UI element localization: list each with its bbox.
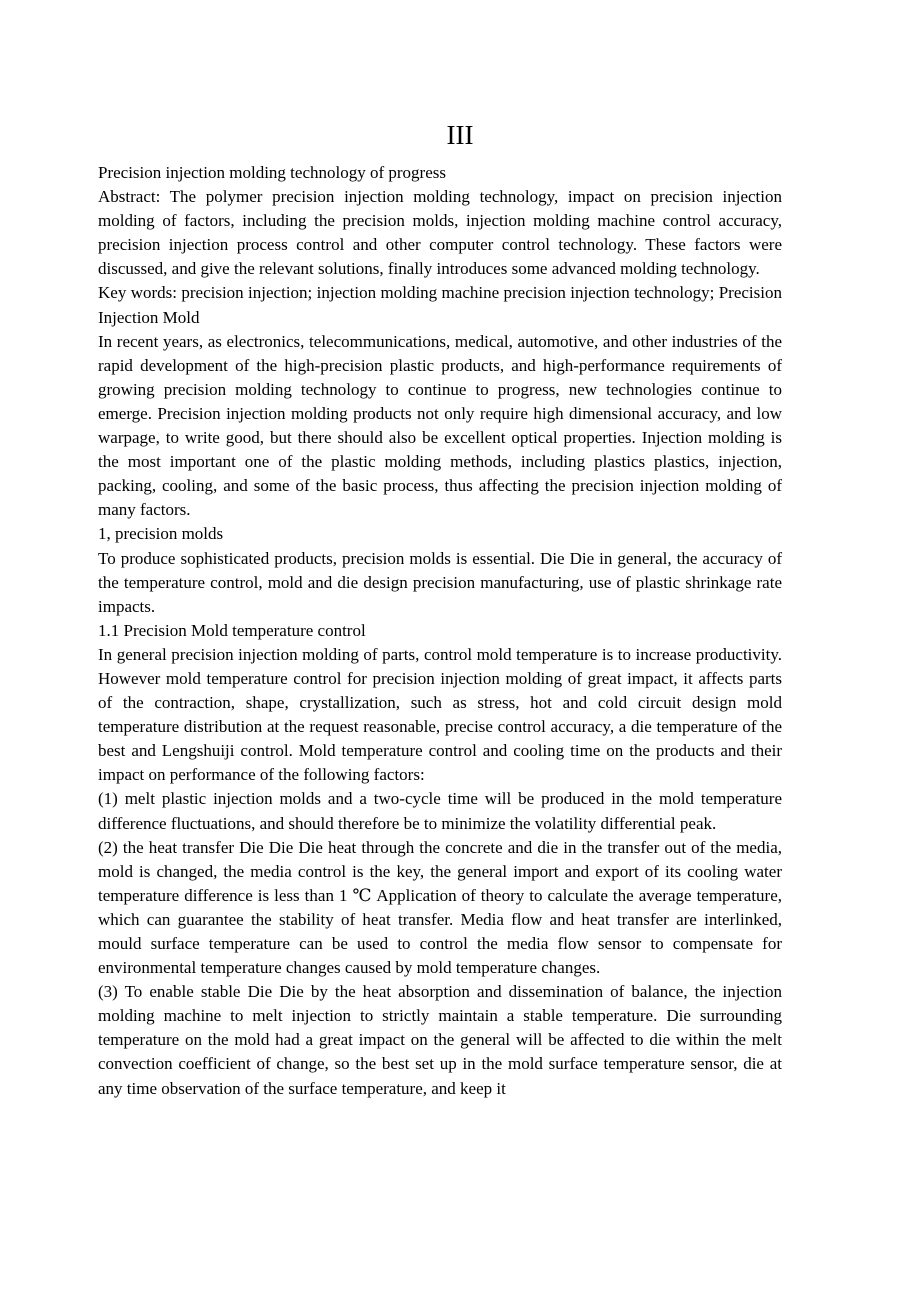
list-item-3: (3) To enable stable Die Die by the heat absorption and dissemination of balance, the injection molding machine to melt injection to strictly maintain a stable temperature. Die surrounding temperature on the mold had a great impact on the general will be affected to die within the melt convection coefficient of change, so the best set up in the mold surface temperature sensor, die at any time observation of the surface temperature, and keep it: [98, 982, 782, 1098]
keywords-paragraph: Key words: precision injection; injection molding machine precision injection technology; Precision Injection Mold: [98, 283, 782, 327]
document-title: Precision injection molding technology of progress: [98, 163, 446, 182]
document-body: [98, 161, 782, 1101]
list-item-1: (1) melt plastic injection molds and a two-cycle time will be produced in the mold temperature difference fluctuations, and should therefore be to minimize the volatility differential peak.: [98, 789, 782, 833]
section-1-heading: 1, precision molds: [98, 524, 224, 544]
page-number: III: [446, 120, 474, 150]
abstract-paragraph: Abstract: The polymer precision injection molding technology, impact on precision injection molding of factors, including the precision molds, injection molding machine control accuracy, precision injection process control and other computer control technology. These factors were discussed, and give the relevant solutions, finally introduces some advanced molding technology.: [98, 187, 782, 279]
intro-paragraph: In recent years, as electronics, telecommunications, medical, automotive, and other industries of the rapid development of the high-precision plastic products, and high-performance requirements of growing precision molding technology to continue to progress, new technologies continue to emerge. Precision injection molding products not only require high dimensional accuracy, and low warpage, to write good, but there should also be excellent optical properties. Injection molding is the most important one of the plastic molding methods, including plastics plastics, injection, packing, cooling, and some of the basic process, thus affecting the precision injection molding of many factors.: [98, 331, 782, 520]
section-1-paragraph: To produce sophisticated products, precision molds is essential. Die Die in general, the accuracy of the temperature control, mold and die design precision manufacturing, use of plastic shrinkage rate impacts.: [98, 548, 782, 616]
section-1-1-heading: 1.1 Precision Mold temperature control: [98, 620, 366, 640]
list-item-2: (2) the heat transfer Die Die Die heat through the concrete and die in the transfer out of the media, mold is changed, the media control is the key, the general import and export of its cooling water temperature difference is less than 1 ℃ Application of theory to calculate the average temperature, which can guarantee the stability of heat transfer. Media flow and heat transfer are interlinked, mould surface temperature can be used to control the media flow sensor to compensate for environmental temperature changes caused by mold temperature changes.: [98, 837, 782, 978]
section-1-1-paragraph: In general precision injection molding of parts, control mold temperature is to increase productivity. However mold temperature control for precision injection molding of great impact, it affects parts of the contraction, shape, crystallization, such as stress, hot and cold circuit design mold temperature distribution at the request reasonable, precise control accuracy, a die temperature of the best and Lengshuiji control. Mold temperature control and cooling time on the products and their impact on performance of the following factors:: [98, 644, 782, 785]
